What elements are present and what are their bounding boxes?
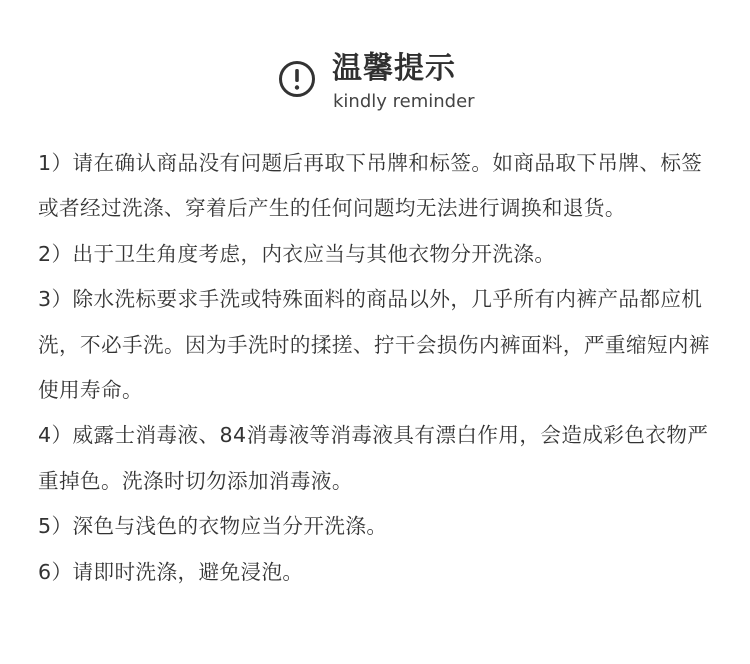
exclamation-circle-icon xyxy=(278,60,316,98)
reminder-list xyxy=(38,141,714,595)
reminder-item-5: 5）深色与浅色的衣物应当分开洗涤。 xyxy=(38,514,388,539)
reminder-item-3: 3）除水洗标要求手洗或特殊面料的商品以外，几乎所有内裤产品都应机洗，不必手洗。因为手洗时的揉搓、拧干会损伤内裤面料，严重缩短内裤使用寿命。 xyxy=(38,287,710,403)
reminder-item-4: 4）威露士消毒液、84消毒液等消毒液具有漂白作用，会造成彩色衣物严重掉色。洗涤时切勿添加消毒液。 xyxy=(38,423,709,493)
page-title: 温馨提示 xyxy=(332,51,456,86)
reminder-header xyxy=(0,48,750,120)
reminder-item-2: 2）出于卫生角度考虑，内衣应当与其他衣物分开洗涤。 xyxy=(38,241,556,266)
page-subtitle: kindly reminder xyxy=(333,91,475,112)
reminder-item-6: 6）请即时洗涤，避免浸泡。 xyxy=(38,559,304,584)
reminder-item-1: 1）请在确认商品没有问题后再取下吊牌和标签。如商品取下吊牌、标签或者经过洗涤、穿着后产生的任何问题均无法进行调换和退货。 xyxy=(38,151,703,221)
